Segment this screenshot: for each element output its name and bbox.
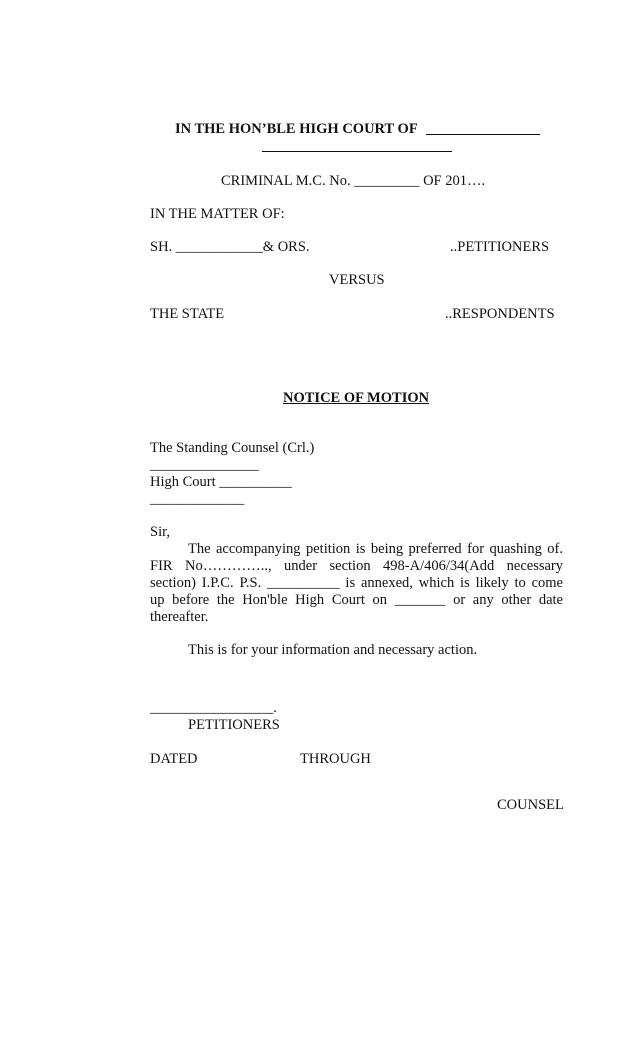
case-number: CRIMINAL M.C. No. _________ OF 201….: [221, 173, 486, 189]
counsel-label: COUNSEL: [497, 797, 564, 813]
court-name-blank-line-2: [262, 151, 452, 152]
court-title: IN THE HON’BLE HIGH COURT OF: [175, 121, 418, 137]
versus-label: VERSUS: [329, 272, 385, 288]
respondent-role: ..RESPONDENTS: [445, 306, 555, 322]
info-line: This is for your information and necessary action.: [188, 642, 478, 658]
addressee-line-2: _______________: [150, 457, 259, 473]
salutation: Sir,: [150, 524, 170, 540]
respondent-name: THE STATE: [150, 306, 225, 322]
addressee-line-3: High Court __________: [150, 474, 292, 490]
paragraph-line: The accompanying petition is being preferred for quashing of.: [188, 541, 563, 557]
dated-label: DATED: [150, 751, 198, 767]
in-matter-of-heading: IN THE MATTER OF:: [150, 206, 285, 222]
notice-title: NOTICE OF MOTION: [283, 390, 430, 406]
paragraph-line: up before the Hon'ble High Court on _______ or any other date: [150, 592, 563, 608]
court-name-blank-line: [426, 134, 540, 135]
addressee-line-1: The Standing Counsel (Crl.): [150, 440, 315, 456]
addressee-line-4: _____________: [150, 491, 245, 507]
petitioner-role: ..PETITIONERS: [450, 239, 550, 255]
signature-blank: _________________.: [150, 700, 277, 716]
paragraph-line: section) I.P.C. P.S. __________ is annexed, which is likely to come: [150, 575, 563, 591]
through-label: THROUGH: [300, 751, 371, 767]
paragraph-line: FIR No………….., under section 498-A/406/34(Add necessary: [150, 558, 563, 574]
petitioner-name: SH. ____________& ORS.: [150, 239, 310, 255]
body-paragraph: [150, 541, 563, 626]
paragraph-line: thereafter.: [150, 609, 209, 625]
petitioners-label: PETITIONERS: [188, 717, 280, 733]
